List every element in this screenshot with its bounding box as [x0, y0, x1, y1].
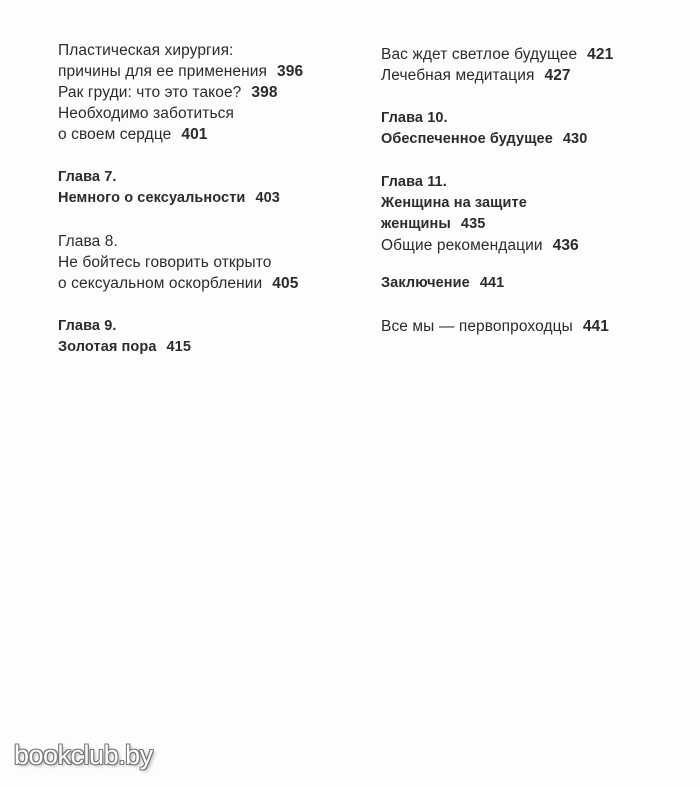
- toc-entry-title-line: [58, 337, 358, 358]
- toc-page-number: 430: [562, 131, 588, 147]
- spacer: [58, 209, 358, 231]
- watermark-logo: bookclub.by: [14, 740, 153, 770]
- toc-entry-heart-care: [58, 103, 358, 145]
- toc-chapter-label: Глава 9.: [58, 318, 117, 334]
- toc-left-column: [58, 40, 358, 358]
- toc-entry-title-line: Необходимо заботиться: [58, 105, 234, 122]
- toc-entry-breast-cancer: [58, 82, 358, 103]
- toc-entry-title-line: [58, 61, 358, 82]
- toc-entry-general-recommendations: [381, 235, 681, 256]
- toc-page-number: 441: [582, 318, 609, 335]
- toc-chapter-label: Глава 7.: [58, 169, 117, 185]
- toc-page-number: 403: [255, 190, 280, 206]
- toc-entry-title-line: Не бойтесь говорить открыто: [58, 254, 272, 271]
- toc-page-number: 398: [251, 84, 278, 101]
- toc-chapter-label: Глава 8.: [58, 233, 118, 250]
- toc-entry-plastic-surgery: [58, 40, 358, 82]
- spacer: [58, 294, 358, 316]
- spacer: [381, 294, 681, 316]
- toc-chapter-title: Обеспеченное будущее: [381, 131, 553, 147]
- toc-entry-pioneers: [381, 316, 681, 337]
- toc-page-number: 436: [552, 237, 579, 254]
- spacer: [58, 145, 358, 167]
- toc-page-number: 421: [587, 46, 614, 63]
- toc-page-number: 427: [544, 67, 571, 84]
- toc-entry-title-line: [58, 124, 358, 145]
- toc-entry-title-line: [381, 214, 681, 235]
- toc-chapter-label: Глава 11.: [381, 174, 447, 190]
- toc-entry-title-line: [58, 188, 358, 209]
- toc-chapter-title: о сексуальном оскорблении: [58, 275, 263, 292]
- toc-page-number: 441: [479, 275, 505, 291]
- toc-page-number: 396: [277, 63, 304, 80]
- toc-entry-title-text: Все мы — первопроходцы: [381, 318, 573, 335]
- toc-entry-title-line: Пластическая хирургия:: [58, 42, 234, 59]
- toc-entry-bright-future: [381, 44, 681, 65]
- toc-entry-title-line: [381, 316, 681, 337]
- toc-entry-title-line: [58, 273, 358, 294]
- toc-entry-title-line: Женщина на защите: [381, 195, 527, 211]
- toc-chapter-11: [381, 172, 681, 235]
- toc-entry-title-text: Рак груди: что это такое?: [58, 84, 242, 101]
- toc-entry-title-line: [381, 273, 681, 294]
- toc-page-number: 401: [181, 126, 208, 143]
- toc-entry-title-line: [381, 65, 681, 86]
- toc-chapter-title: Заключение: [381, 275, 470, 291]
- toc-chapter-7: [58, 167, 358, 209]
- toc-entry-title-text: Вас ждет светлое будущее: [381, 46, 578, 63]
- toc-chapter-8: [58, 231, 358, 294]
- toc-entry-title-text: Общие рекомендации: [381, 237, 543, 254]
- toc-entry-title-text: о своем сердце: [58, 126, 172, 143]
- toc-entry-title-text: Лечебная медитация: [381, 67, 535, 84]
- toc-chapter-title: Немного о сексуальности: [58, 190, 246, 206]
- toc-page-number: 435: [460, 216, 486, 232]
- toc-page-number: 405: [272, 275, 299, 292]
- toc-entry-title-line: [58, 82, 358, 103]
- toc-chapter-label: Глава 10.: [381, 110, 448, 126]
- toc-entry-title-line: [381, 129, 681, 150]
- toc-right-column: [381, 44, 681, 337]
- toc-entry-title-line: [381, 235, 681, 256]
- toc-conclusion: [381, 273, 681, 294]
- toc-chapter-title: женщины: [381, 216, 451, 232]
- toc-entry-meditation: [381, 65, 681, 86]
- toc-chapter-title: Золотая пора: [58, 339, 157, 355]
- spacer: [381, 86, 681, 108]
- toc-entry-title-line: [381, 44, 681, 65]
- spacer: [381, 256, 681, 273]
- spacer: [381, 150, 681, 172]
- toc-chapter-9: [58, 316, 358, 358]
- toc-page-number: 415: [166, 339, 191, 355]
- toc-entry-title-text: причины для ее применения: [58, 63, 267, 80]
- toc-chapter-10: [381, 108, 681, 150]
